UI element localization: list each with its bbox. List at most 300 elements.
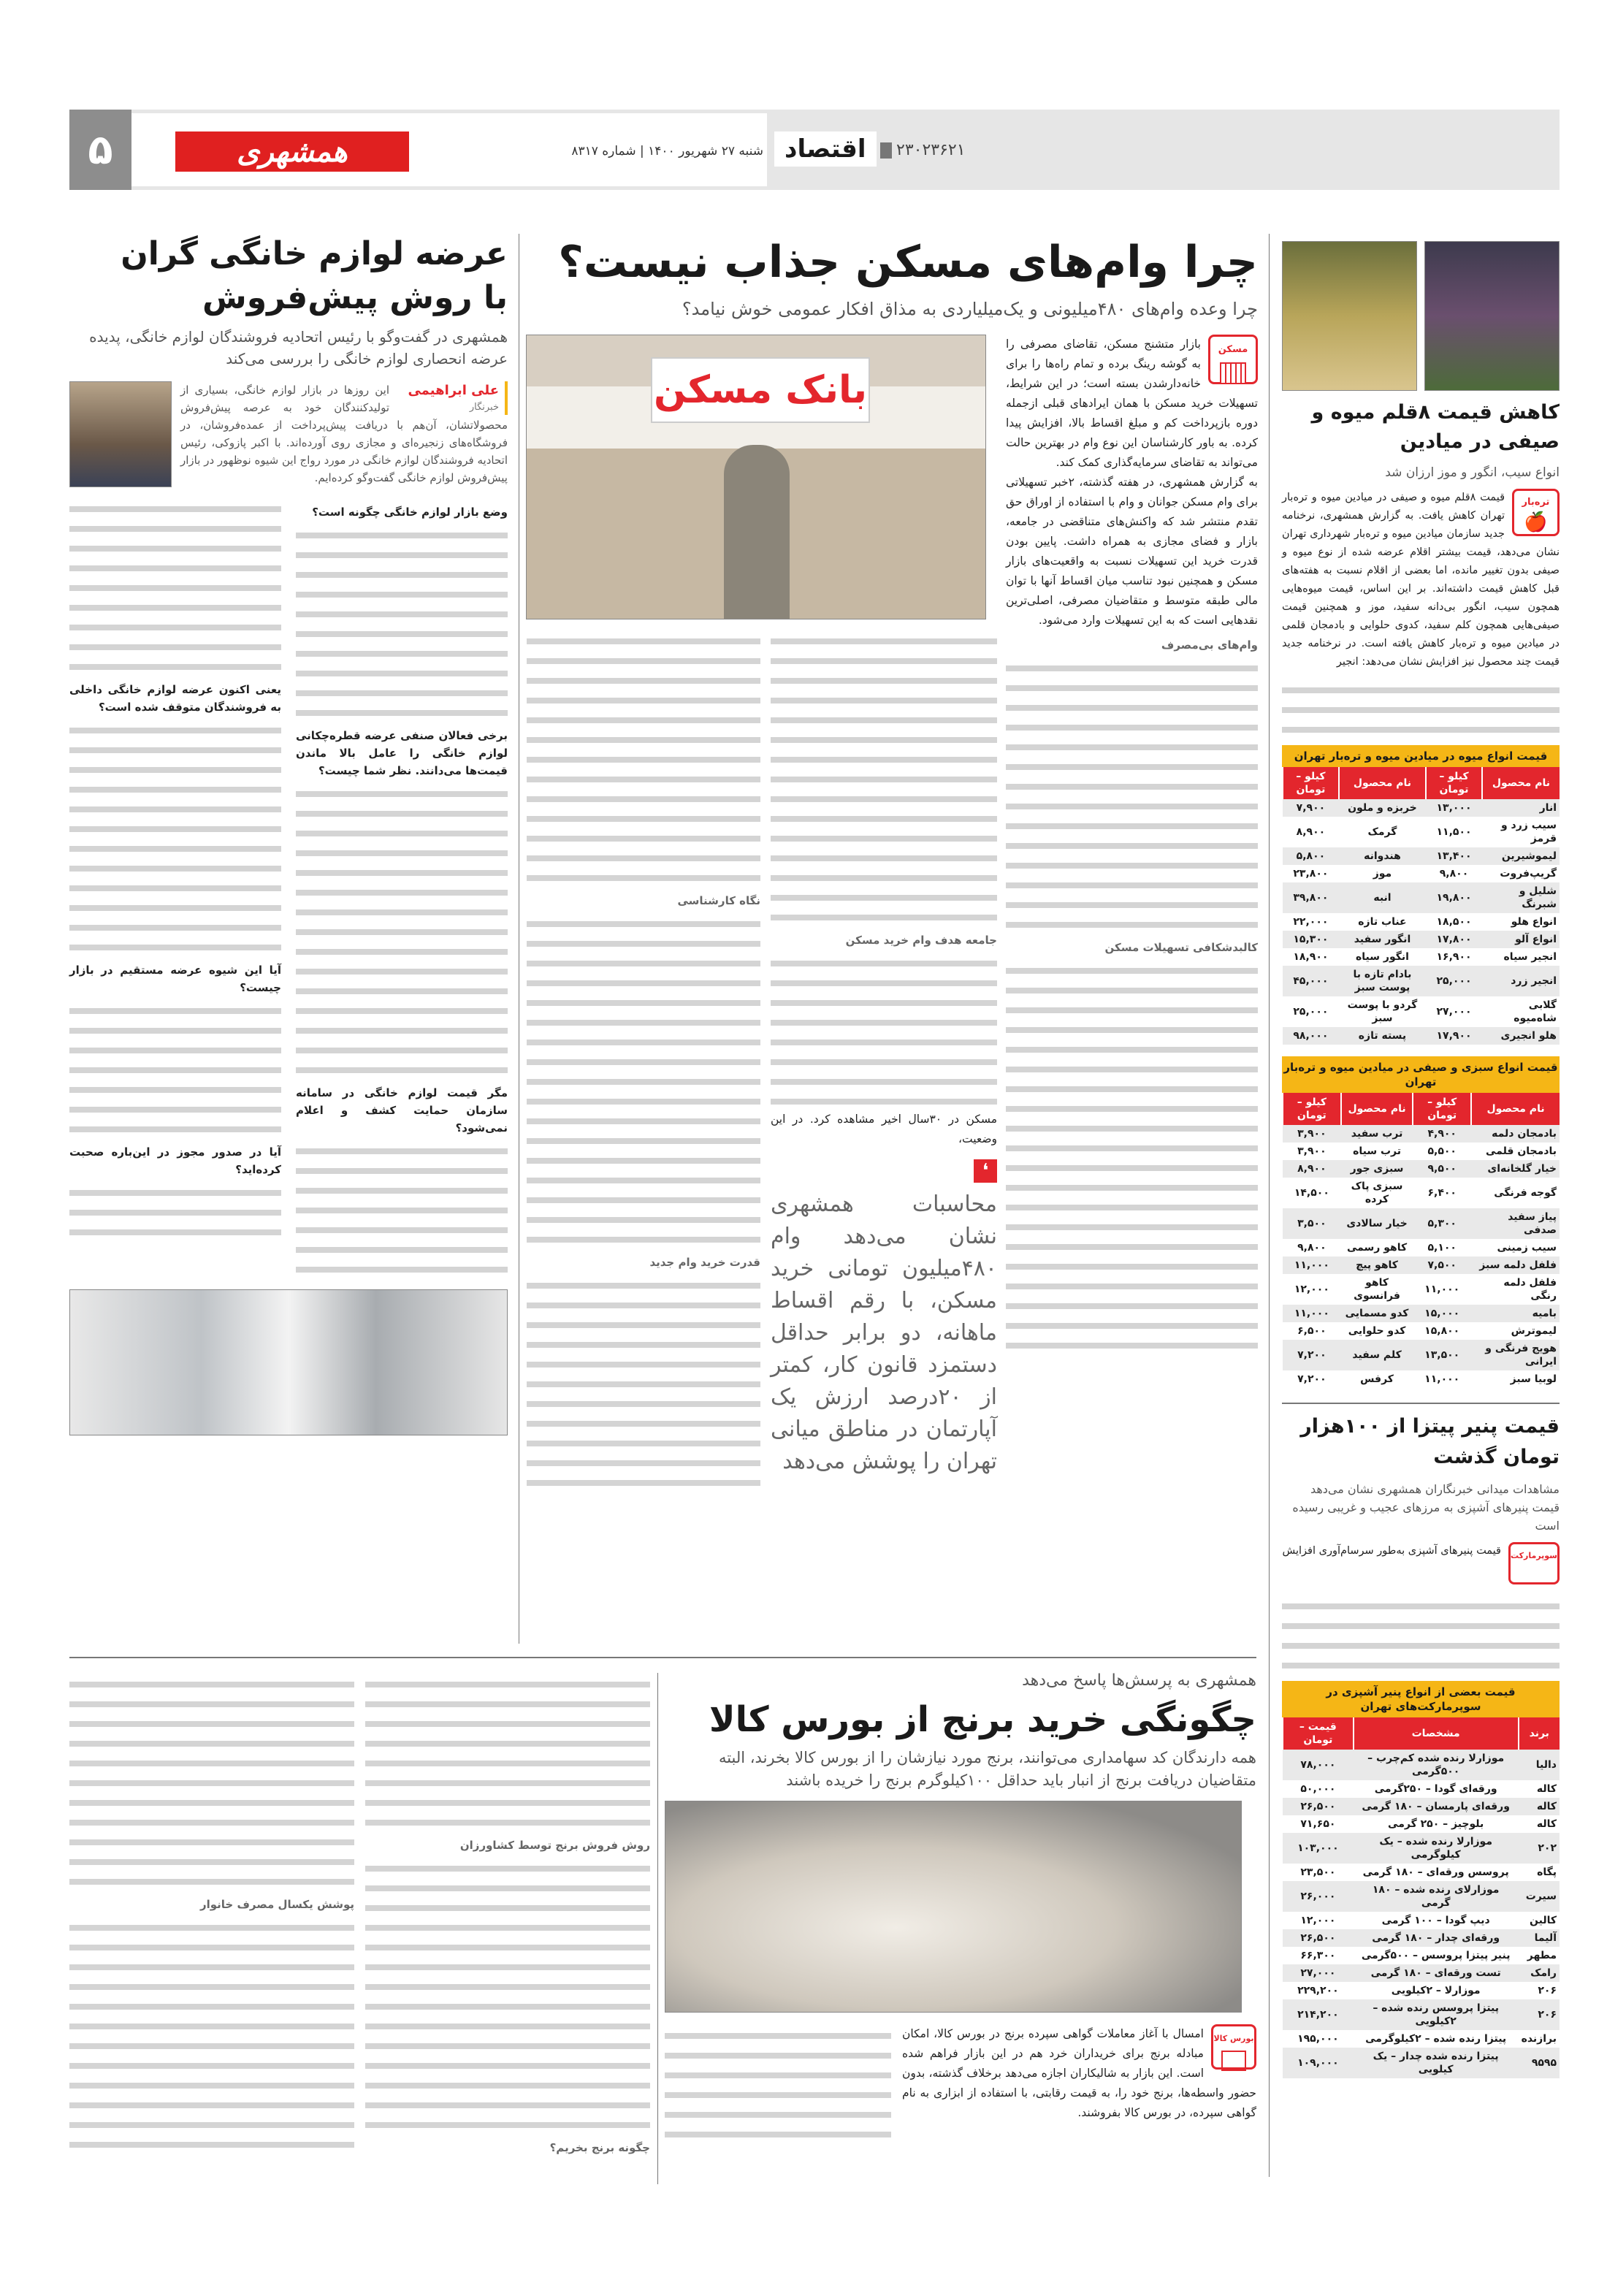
table-row (1283, 1143, 1560, 1160)
fruit-photo (1282, 241, 1417, 391)
product-cell: انجیر زرد (1482, 966, 1560, 996)
product-cell: ترب سیاه (1353, 1145, 1401, 1157)
column-header: نام محصول (1341, 1093, 1413, 1125)
price-cell: ۱۰۳,۰۰۰ (1283, 1833, 1354, 1864)
product-cell: گرمک (1367, 826, 1397, 838)
rice-col-3 (69, 1673, 354, 2153)
price-cell: ۱۵,۸۰۰ (1424, 1325, 1460, 1337)
body-text (527, 912, 760, 1248)
price-cell: ۹,۵۰۰ (1413, 1160, 1471, 1178)
price-cell: ۱۵,۰۰۰ (1413, 1305, 1471, 1322)
price-cell: ۳۹,۸۰۰ (1283, 882, 1339, 913)
spec-cell: پیتزا پروسس رنده شده – ۲کیلویی (1354, 1999, 1519, 2030)
section-title: اقتصاد (774, 131, 877, 167)
price-cell: ۱۱,۵۰۰ (1436, 826, 1472, 838)
table-row (1283, 1322, 1560, 1340)
price-cell: ۲۲,۰۰۰ (1293, 916, 1329, 928)
subhead: نگاه کارشناسی (677, 894, 760, 907)
price-cell: ۱۸,۹۰۰ (1293, 951, 1329, 963)
phone-number (880, 141, 966, 159)
table-row (1283, 817, 1560, 847)
column-header: نام محصول (1339, 767, 1426, 799)
price-cell: ۲۱۴,۲۰۰ (1283, 1999, 1354, 2030)
price-cell: ۷۸,۰۰۰ (1283, 1750, 1354, 1780)
pull-quote: محاسبات همشهری نشان می‌دهد وام ۴۸۰میلیون تومانی خرید مسکن، با رقم اقساط ماهانه، دو برابر حداقل دستمزد قانون کار، کمتر از ۲۰درصد ارزش یک آپارتمان در مناطق میانی تهران را پوشش می‌دهد (771, 1191, 997, 1474)
spec-cell: بلوچیز – ۲۵۰ گرمی (1388, 1818, 1484, 1830)
price-table (1282, 1093, 1560, 1388)
bank-sign: بانک مسکن (651, 357, 870, 423)
product-cell: سیب زمینی (1497, 1242, 1557, 1254)
price-cell: ۲۳,۵۰۰ (1300, 1866, 1336, 1878)
supermarket-tag-icon (1508, 1542, 1560, 1584)
main-intro-paragraph: به گزارش همشهری، در هفته گذشته، ۲خبر تسهیلاتی برای وام مسکن جوانان و وام با استفاده از اوراق حق تقدم منتشر شد که واکنش‌های متناقضی در جامعه، بازار و فضای مجازی به همراه داشت. پایین بودن قدرت خرید این تسهیلات نسبت به واقعیت‌های بازار مسکن و همچنین نبود تناسب میان اقساط آنها با توان مالی طبقه متوسط و متقاضیان مصرفی، اصلی‌ترین نقدهایی است که به این تسهیلات وارد می‌شود. (1006, 476, 1258, 627)
table-row (1283, 1947, 1560, 1964)
subhead: جامعه هدف وام خرید مسکن (845, 934, 997, 947)
price-cell: ۱۳,۴۰۰ (1426, 847, 1482, 865)
brand-cell: کاله (1519, 1798, 1560, 1815)
table-row (1283, 1833, 1560, 1864)
price-cell: ۹,۸۰۰ (1297, 1242, 1327, 1254)
body-text (771, 952, 997, 1110)
table-row (1283, 1178, 1560, 1208)
table-row (1283, 913, 1560, 931)
price-cell: ۲۶,۵۰۰ (1283, 1929, 1354, 1947)
body-text (296, 1140, 508, 1278)
product-cell: انگور سفید (1339, 931, 1426, 948)
column-header: نام محصول (1471, 1093, 1560, 1125)
body-text (527, 1274, 760, 1491)
body-text (365, 1673, 650, 1831)
question: برخی فعالان صنفی عرضه قطره‌چکانی لوازم خانگی را عامل بالا ماندن قیمت‌ها می‌دانند. نظر شما چیست؟ (296, 729, 508, 777)
table-row (1283, 1881, 1560, 1912)
product-cell: کلم سفید (1341, 1340, 1413, 1370)
table-row (1283, 1964, 1560, 1982)
question: وضع بازار لوازم خانگی چگونه است؟ (312, 506, 508, 519)
table-row (1283, 1982, 1560, 1999)
product-cell: بادام تازه با پوست سبز (1339, 966, 1426, 996)
table-row (1283, 1798, 1560, 1815)
table-row (1283, 1929, 1560, 1947)
product-cell: سیب زرد و قرمز (1500, 820, 1557, 844)
question: آیا این شیوه عرضه مستقیم در بازار چیست؟ (69, 964, 281, 994)
body-text-end: مسکن در ۳۰سال اخیر مشاهده کرد. در این وضعیت، (771, 1113, 998, 1145)
price-cell: ۱۵,۳۰۰ (1283, 931, 1339, 948)
product-cell: فلفل دلمه سبز (1471, 1256, 1560, 1274)
product-cell: خیار گلخانه‌ای (1471, 1160, 1560, 1178)
product-cell: شلیل و شبرنگ (1482, 882, 1560, 913)
brand-cell: ۹۵۹۵ (1519, 2048, 1560, 2078)
product-cell: لیموشیرین (1482, 847, 1560, 865)
table-row (1283, 799, 1560, 817)
product-cell: خیار سالادی (1341, 1208, 1413, 1239)
product-cell: فلفل دلمه رنگی (1503, 1277, 1557, 1302)
body-text (365, 1857, 650, 2133)
bank-maskan-photo (526, 335, 986, 619)
column-header: کیلو – تومان (1426, 767, 1482, 799)
home-appliances-photo (69, 1289, 508, 1435)
brand-cell: کالین (1530, 1915, 1557, 1926)
brand-cell: رامک (1519, 1964, 1560, 1982)
rice-photo (665, 1801, 1242, 2013)
price-cell: ۷,۲۰۰ (1297, 1373, 1327, 1385)
price-cell: ۱۹,۸۰۰ (1426, 882, 1482, 913)
column-header: نام محصول (1482, 767, 1560, 799)
question: مگر قیمت لوازم خانگی در سامانه سازمان حمایت کشف و اعلام نمی‌شود؟ (296, 1086, 508, 1134)
product-cell: موز (1373, 868, 1392, 880)
brand-cell: آلیما (1519, 1929, 1560, 1947)
product-cell: بامیه (1471, 1305, 1560, 1322)
table-row (1283, 996, 1560, 1027)
price-cell: ۶,۴۰۰ (1427, 1187, 1457, 1199)
price-cell: ۷,۵۰۰ (1413, 1256, 1471, 1274)
brand-cell: مطهر (1527, 1950, 1557, 1961)
product-cell: بادمجان قلمی (1486, 1145, 1557, 1157)
price-cell: ۶۶,۳۰۰ (1300, 1950, 1336, 1961)
price-cell: ۱۱,۰۰۰ (1424, 1373, 1460, 1385)
price-cell: ۴,۹۰۰ (1413, 1125, 1471, 1143)
price-cell: ۷,۲۰۰ (1283, 1340, 1341, 1370)
spec-cell: پنیر پیتزا پروسس – ۵۰۰گرمی (1361, 1950, 1511, 1961)
price-cell: ۱۷,۹۰۰ (1426, 1027, 1482, 1045)
price-cell: ۲۵,۰۰۰ (1293, 1006, 1329, 1018)
body-text (69, 719, 281, 956)
question: یعنی اکنون عرضه لوازم خانگی داخلی به فروشندگان متوقف شده است؟ (69, 683, 281, 714)
left-subtitle: همشهری در گفت‌وگو با رئیس اتحادیه فروشندگان لوازم خانگی، پدیده عرضه انحصاری لوازم خانگی را بررسی می‌کند (89, 328, 508, 367)
column-header: کیلو – تومان (1283, 1093, 1341, 1125)
left-lead: این روزها در بازار لوازم خانگی، بسیاری از تولیدکنندگان خود به عرصه پیش‌فروش محصولاتشان، آن‌هم با دریافت پیش‌پرداخت از عمده‌فروشان، در فروشگاه‌های زنجیره‌ای و مجازی روی آورده‌اند. با اکبر پازوکی، رئیس اتحادیه فروشندگان لوازم خانگی در مورد رواج این شیوه نوظهور در بازار پیش‌فروش لوازم خانگی گفت‌وگو کرده‌ایم. (180, 384, 508, 484)
left-col-1 (296, 497, 508, 1278)
price-cell: ۵,۳۰۰ (1413, 1208, 1471, 1239)
body-text (69, 1181, 281, 1240)
column-divider (1269, 234, 1270, 2177)
brand-cell: برازنده (1521, 2033, 1557, 2045)
brand-cell: ۲۰۶ (1538, 1985, 1557, 1996)
price-cell: ۵,۵۰۰ (1427, 1145, 1457, 1157)
price-cell: ۱۹۵,۰۰۰ (1297, 2033, 1339, 2045)
product-cell: هویج فرنگی و ایرانی (1471, 1340, 1560, 1370)
product-cell: سبزی پاک کرده (1351, 1181, 1403, 1205)
body-text (527, 630, 760, 886)
brand-cell: سیرت (1519, 1881, 1560, 1912)
brand-cell: کاله (1536, 1818, 1557, 1830)
tag-label: بورس کالا (1213, 2034, 1254, 2043)
cheese-body-block (1282, 1542, 1560, 1587)
fruit-price-table (1282, 745, 1560, 1045)
price-cell: ۷۱,۶۵۰ (1300, 1818, 1336, 1830)
product-cell: کاهو رسمی (1346, 1242, 1408, 1254)
body-text (69, 999, 281, 1137)
product-cell: لوبیا سبز (1510, 1373, 1557, 1385)
column-header: مشخصات (1354, 1717, 1519, 1750)
spec-cell: موزارلا رنده شده – یک کیلوگرمی (1354, 1833, 1519, 1864)
product-cell: کاهو فرانسوی (1354, 1277, 1400, 1302)
price-cell: ۱۱,۰۰۰ (1283, 1256, 1341, 1274)
table-row (1283, 865, 1560, 882)
price-cell: ۱۷,۸۰۰ (1426, 931, 1482, 948)
vegetable-price-table (1282, 1056, 1560, 1388)
column-divider (657, 1673, 658, 2184)
spec-cell: موزارلای رنده شده – ۱۸۰ گرمی (1354, 1881, 1519, 1912)
column-header: برند (1519, 1717, 1560, 1750)
main-headline: چرا وام‌های مسکن جذاب نیست؟ (558, 237, 1258, 288)
body-text (771, 630, 997, 926)
left-columns (69, 497, 508, 1278)
rice-lead-block (902, 2024, 1256, 2143)
table-row (1283, 1256, 1560, 1274)
product-cell: هندوانه (1339, 847, 1426, 865)
table-row (1283, 882, 1560, 913)
price-cell: ۲۶,۰۰۰ (1283, 1881, 1354, 1912)
main-lower-columns (526, 630, 997, 1491)
table-row (1283, 1208, 1560, 1239)
product-cell: عناب تازه (1358, 916, 1407, 928)
price-cell: ۲۷,۰۰۰ (1283, 1964, 1354, 1982)
table-row (1283, 1815, 1560, 1833)
subhead: وام‌های بی‌مصرف (1161, 638, 1258, 652)
price-cell: ۳,۹۰۰ (1283, 1125, 1341, 1143)
table-row (1283, 966, 1560, 996)
table-row (1283, 1864, 1560, 1881)
body-text (1282, 1595, 1560, 1674)
table-row (1283, 2048, 1560, 2078)
spec-cell: تست ورقه‌ای – ۱۸۰ گرمی (1354, 1964, 1519, 1982)
terebar-tag-icon: تره‌بار 🍎 (1512, 489, 1560, 536)
table-row (1283, 1340, 1560, 1370)
product-cell: گلابی شاه‌میوه (1514, 999, 1557, 1024)
product-cell: هلو انجیری (1482, 1027, 1560, 1045)
spec-cell: ورقه‌ای پارمسان – ۱۸۰ گرمی (1354, 1798, 1519, 1815)
price-cell: ۱۳,۰۰۰ (1426, 799, 1482, 817)
brand-cell: ۲۰۲ (1519, 1833, 1560, 1864)
column-header: کیلو – تومان (1413, 1093, 1471, 1125)
price-cell: ۴۵,۰۰۰ (1283, 966, 1339, 996)
cheese-subtitle: مشاهدات میدانی خبرنگاران همشهری نشان می‌دهد قیمت پنیرهای آشپزی به مرزهای عجیب و غریبی رسیده است (1292, 1482, 1560, 1533)
product-cell: انگور سیاه (1356, 951, 1409, 963)
body-text (69, 1673, 354, 1890)
body-text (1006, 657, 1258, 933)
main-col-2 (771, 630, 997, 1491)
phone-text: ۲۳۰۲۳۶۲۱ (896, 141, 966, 159)
man-figure (724, 445, 790, 619)
left-article (69, 232, 508, 1435)
body-text (665, 2024, 891, 2143)
main-col-3 (527, 630, 760, 1491)
rice-col-2 (365, 1673, 650, 2159)
price-cell: ۳,۵۰۰ (1283, 1208, 1341, 1239)
section-divider (1282, 1403, 1560, 1404)
product-cell: سبزی جور (1341, 1160, 1413, 1178)
body-text (296, 782, 508, 1078)
table-row (1283, 1239, 1560, 1256)
subhead: روش فروش برنج توسط کشاورزان (459, 1839, 650, 1852)
product-cell: انار (1482, 799, 1560, 817)
newspaper-logo: همشهری (175, 131, 409, 172)
left-lead-block (69, 381, 508, 487)
phone-icon (880, 142, 892, 159)
column-header: قیمت – تومان (1283, 1717, 1354, 1750)
issue-date: شنبه ۲۷ شهریور ۱۴۰۰ | شماره ۸۳۱۷ (571, 144, 763, 159)
product-cell: انجیر سیاه (1503, 951, 1557, 963)
brand-cell: کاله (1536, 1783, 1557, 1795)
fruit-headline: کاهش قیمت ۸قلم میوه و صیفی در میادین (1311, 401, 1560, 453)
spec-cell: ورقه‌ای چدار – ۱۸۰ گرمی (1354, 1929, 1519, 1947)
subhead: کالبدشکافی تسهیلات مسکن (1104, 941, 1258, 954)
rice-kicker: همشهری به پرسش‌ها پاسخ می‌دهد (1022, 1671, 1256, 1690)
section-divider (69, 1657, 1256, 1658)
spec-cell: موزارلا رنده شده کم‌چرب – ۵۰۰گرمی (1354, 1750, 1519, 1780)
fruit-subtitle: انواع سیب، انگور و موز ارزان شد (1385, 465, 1560, 480)
table-row (1283, 948, 1560, 966)
spec-cell: دیپ گودا – ۱۰۰ گرمی (1381, 1915, 1490, 1926)
product-cell: لیموترش (1511, 1325, 1557, 1337)
table-row (1283, 1125, 1560, 1143)
main-left-part (526, 335, 997, 1491)
table-title: قیمت انواع سبزی و صیفی در میادین میوه و تره‌بار تهران (1282, 1056, 1560, 1093)
price-table (1282, 1717, 1560, 2078)
price-cell: ۱۶,۹۰۰ (1436, 951, 1472, 963)
question: آیا در صدور مجوز در این‌باره صحبت کرده‌اید؟ (69, 1145, 281, 1176)
price-cell: ۲۲۹,۲۰۰ (1297, 1985, 1339, 1996)
body-text (1282, 679, 1560, 738)
product-cell: خربزه و ملون (1339, 799, 1426, 817)
price-table (1282, 767, 1560, 1045)
table-row (1283, 847, 1560, 865)
price-cell: ۱۰۹,۰۰۰ (1283, 2048, 1354, 2078)
price-cell: ۳,۹۰۰ (1297, 1145, 1327, 1157)
subhead: پوشش یکسال مصرف خانوار (199, 1898, 354, 1911)
price-cell: ۲۶,۵۰۰ (1283, 1798, 1354, 1815)
product-cell: انواع آلو (1482, 931, 1560, 948)
product-cell: بادمجان دلمه (1471, 1125, 1560, 1143)
author-role: خبرنگار (469, 402, 499, 413)
price-cell: ۱۲,۰۰۰ (1294, 1284, 1329, 1295)
product-cell: گردو با پوست سبز (1347, 999, 1418, 1024)
fruit-body-block (1282, 489, 1560, 671)
price-cell: ۱۴,۵۰۰ (1294, 1187, 1329, 1199)
tag-label: مسکن (1218, 344, 1248, 355)
main-intro-lead (1006, 335, 1258, 473)
table-row (1283, 1999, 1560, 2030)
cheese-body: قیمت پنیرهای آشپزی به‌طور سرسام‌آوری افزایش (1282, 1545, 1501, 1557)
price-cell: ۵,۸۰۰ (1283, 847, 1339, 865)
subhead: چگونه برنج بخریم؟ (549, 2141, 650, 2154)
main-col-1 (1006, 335, 1258, 1491)
left-col-2 (69, 497, 281, 1278)
table-row (1283, 1160, 1560, 1178)
brand-cell: دالیا (1519, 1750, 1560, 1780)
cheese-headline: قیمت پنیر پیتزا از ۱۰۰هزار تومان گذشت (1300, 1415, 1560, 1468)
tag-label: تره‌بار (1522, 497, 1550, 508)
table-row (1283, 1780, 1560, 1798)
body-text (69, 497, 281, 675)
quote-icon: ❛ (974, 1159, 997, 1183)
brand-cell: پگاه (1537, 1866, 1557, 1878)
price-cell: ۹۸,۰۰۰ (1283, 1027, 1339, 1045)
product-cell: پسته تازه (1339, 1027, 1426, 1045)
maskan-tag-icon (1208, 335, 1258, 384)
spec-cell: پروسس ورقه‌ای – ۱۸۰ گرمی (1362, 1866, 1509, 1878)
table-row (1283, 1274, 1560, 1305)
rice-lower (665, 2024, 1256, 2143)
price-cell: ۶,۵۰۰ (1297, 1325, 1327, 1337)
table-row (1283, 1027, 1560, 1045)
left-headline-line1: عرضه لوازم خانگی گران (121, 235, 508, 272)
interviewee-portrait (69, 381, 172, 487)
product-cell: گریپ‌فروت (1500, 868, 1557, 880)
table-row (1283, 2030, 1560, 2048)
table-row (1283, 1370, 1560, 1388)
price-cell: ۱۱,۰۰۰ (1283, 1305, 1341, 1322)
tag-label: سوپرمارکت (1510, 1551, 1557, 1560)
price-cell: ۲۷,۰۰۰ (1436, 1006, 1472, 1018)
rice-subtitle: همه دارندگان کد سهامداری می‌توانند، برنج مورد نیازشان را از بورس کالا بخرند، البته متقاضیان دریافت برنج از انبار باید حداقل ۱۰۰کیلوگرم برنج را خریده باشند (718, 1749, 1256, 1789)
author-name: علی ابراهیمی (408, 383, 499, 398)
left-headline (69, 232, 508, 320)
price-cell: ۱۳,۵۰۰ (1413, 1340, 1471, 1370)
product-cell: کاهو پیچ (1341, 1256, 1413, 1274)
product-cell: گوجه فرنگی (1494, 1187, 1557, 1199)
price-cell: ۱۲,۰۰۰ (1300, 1915, 1336, 1926)
product-cell: انواع هلو (1511, 916, 1557, 928)
table-title: قیمت انواع میوه در میادین میوه و تره‌بار تهران (1282, 745, 1560, 767)
product-cell: انبه (1339, 882, 1426, 913)
vegetable-photo (1424, 241, 1560, 391)
table-row (1283, 931, 1560, 948)
subhead: قدرت خرید وام جدید (649, 1256, 760, 1269)
left-headline-line2: با روش پیش‌فروش (202, 279, 508, 316)
main-subtitle: چرا وعده وام‌های ۴۸۰میلیونی و یک‌میلیاردی به مذاق افکار عمومی خوش نیامد؟ (682, 299, 1258, 319)
price-cell: ۲۳,۸۰۰ (1293, 868, 1329, 880)
price-cell: ۷,۹۰۰ (1283, 799, 1339, 817)
rice-headline: چگونگی خرید برنج از بورس کالا (709, 1699, 1256, 1740)
price-cell: ۸,۹۰۰ (1283, 1160, 1341, 1178)
main-intro-text: بازار متشنج مسکن، تقاضای مصرفی را به گوشه رینگ برده و تمام راه‌ها را برای خانه‌دارشدن بسته است؛ در این شرایط، تسهیلات خرید مسکن با همان ایرادهای قبلی ازجمله دوره بازپرداخت کم و مبلغ اقساط بالا، افزایش پیدا کرده. به باور کارشناسان این نوع وام در بهترین حالت می‌تواند به تقاضای سرمایه‌گذاری کمک کند. (1006, 337, 1258, 469)
price-cell: ۲۵,۰۰۰ (1426, 966, 1482, 996)
body-text (1006, 959, 1258, 1354)
price-cell: ۱۱,۰۰۰ (1424, 1284, 1460, 1295)
sidebar-photos (1282, 241, 1560, 391)
price-cell: ۵۰,۰۰۰ (1300, 1783, 1336, 1795)
rice-lead: امسال با آغاز معاملات گواهی سپرده برنج در بورس کالا، امکان مبادله برنج برای خریداران خرد هم در این بازار فراهم شده است. این بازار به شالیکاران اجازه می‌دهد برخلاف گذشته، بدون حضور واسطه‌ها، برنج خود را، به قیمت رقابتی، با استفاده از ابزاری به نام گواهی سپرده، در بورس کالا بفروشند. (902, 2027, 1256, 2119)
spec-cell: ورقه‌ای گودا – ۲۵۰گرمی (1374, 1783, 1497, 1795)
price-cell: ۸,۹۰۰ (1296, 826, 1326, 838)
page-number: ۵ (69, 110, 131, 190)
bourse-tag-icon (1211, 2024, 1256, 2070)
spec-cell: موزارلا – ۲کیلویی (1391, 1985, 1481, 1996)
fruit-body: قیمت ۸قلم میوه و صیفی در میادین میوه و تره‌بار تهران کاهش یافت. به گزارش همشهری، نرخنامه جدید سازمان میادین میوه و تره‌بار شهرداری تهران نشان می‌دهد، قیمت بیشتر اقلام عرضه شده از نوع میوه و صیفی بدون تغییر مانده، اما بعضی از اقلام نسبت به هفته‌های قبل کاهش قیمت داشته‌اند. بر این اساس، قیمت میوه‌هایی همچون سیب، انگور بی‌دانه سفید، موز و همچنین قیمت صیفی‌هایی همچون کلم سفید، کدوی حلوایی و بادمجان قلمی در میادین میوه و تره‌بار کاهش یافته است. در نرخنامه جدید قیمت چند محصول نیز افزایش نشان می‌دهد: انجیر (1282, 492, 1560, 668)
rice-article (665, 1669, 1256, 2143)
product-cell: ترب سفید (1341, 1125, 1413, 1143)
product-cell: کدو مسمایی (1341, 1305, 1413, 1322)
product-cell: کرفس (1360, 1373, 1394, 1385)
main-article (526, 232, 1258, 1491)
sidebar (1282, 241, 1560, 2078)
body-text (69, 1916, 354, 2153)
table-row (1283, 1750, 1560, 1780)
spec-cell: پیتزا رنده شده چدار – یک کیلویی (1354, 2048, 1519, 2078)
body-text (296, 524, 508, 721)
author-byline (398, 381, 508, 415)
table-row (1283, 1305, 1560, 1322)
table-row (1283, 1912, 1560, 1929)
price-cell: ۹,۸۰۰ (1439, 868, 1469, 880)
table-title: قیمت بعضی از انواع پنیر آشپزی در سوپرمارکت‌های تهران (1282, 1681, 1560, 1717)
column-header: کیلو – تومان (1283, 767, 1339, 799)
brand-cell: ۲۰۶ (1519, 1999, 1560, 2030)
product-cell: کدو حلوایی (1348, 1325, 1406, 1337)
price-cell: ۵,۱۰۰ (1427, 1242, 1457, 1254)
product-cell: پیاز سفید صدفی (1471, 1208, 1560, 1239)
